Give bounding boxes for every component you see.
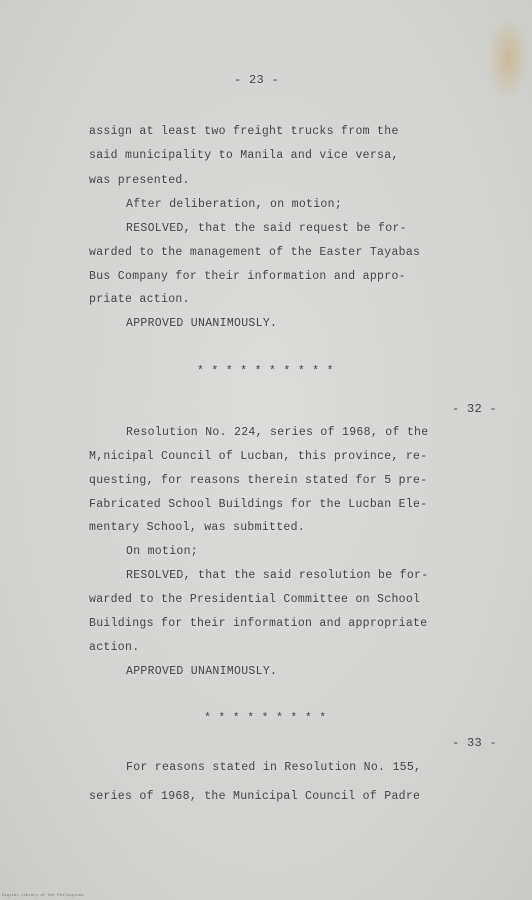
text-line: M,nicipal Council of Lucban, this province, re- <box>89 450 428 463</box>
text-line: Fabricated School Buildings for the Lucban Ele- <box>89 498 428 511</box>
text-line: was presented. <box>89 174 190 187</box>
text-line: RESOLVED, that the said resolution be for- <box>126 569 429 582</box>
approval-line: APPROVED UNANIMOUSLY. <box>126 665 278 678</box>
text-line: On motion; <box>126 545 199 558</box>
text-line: Bus Company for their information and appro- <box>89 270 406 283</box>
text-line: warded to the Presidential Committee on School <box>89 593 421 606</box>
text-line: After deliberation, on motion; <box>126 198 343 211</box>
text-line: questing, for reasons therein stated for 5 pre- <box>89 474 428 487</box>
text-line: mentary School, was submitted. <box>89 521 306 534</box>
margin-number: - 33 - <box>452 736 498 750</box>
text-line: priate action. <box>89 293 190 306</box>
text-line: series of 1968, the Municipal Council of Padre <box>89 790 421 803</box>
text-line: action. <box>89 641 140 654</box>
stain-mark <box>488 18 528 98</box>
footer-watermark: Digital Library of the Philippines <box>2 894 84 898</box>
text-line: For reasons stated in Resolution No. 155, <box>126 761 422 774</box>
separator-stars: * * * * * * * * * <box>204 712 327 725</box>
approval-line: APPROVED UNANIMOUSLY. <box>126 317 278 330</box>
text-line: RESOLVED, that the said request be for- <box>126 222 407 235</box>
text-line: said municipality to Manila and vice versa, <box>89 149 399 162</box>
page-number: - 23 - <box>234 73 280 87</box>
text-line: Resolution No. 224, series of 1968, of the <box>126 426 429 439</box>
margin-number: - 32 - <box>452 402 498 416</box>
text-line: Buildings for their information and appropriate <box>89 617 428 630</box>
text-line: warded to the management of the Easter Tayabas <box>89 246 421 259</box>
text-line: assign at least two freight trucks from the <box>89 125 399 138</box>
separator-stars: * * * * * * * * * * <box>197 365 334 378</box>
